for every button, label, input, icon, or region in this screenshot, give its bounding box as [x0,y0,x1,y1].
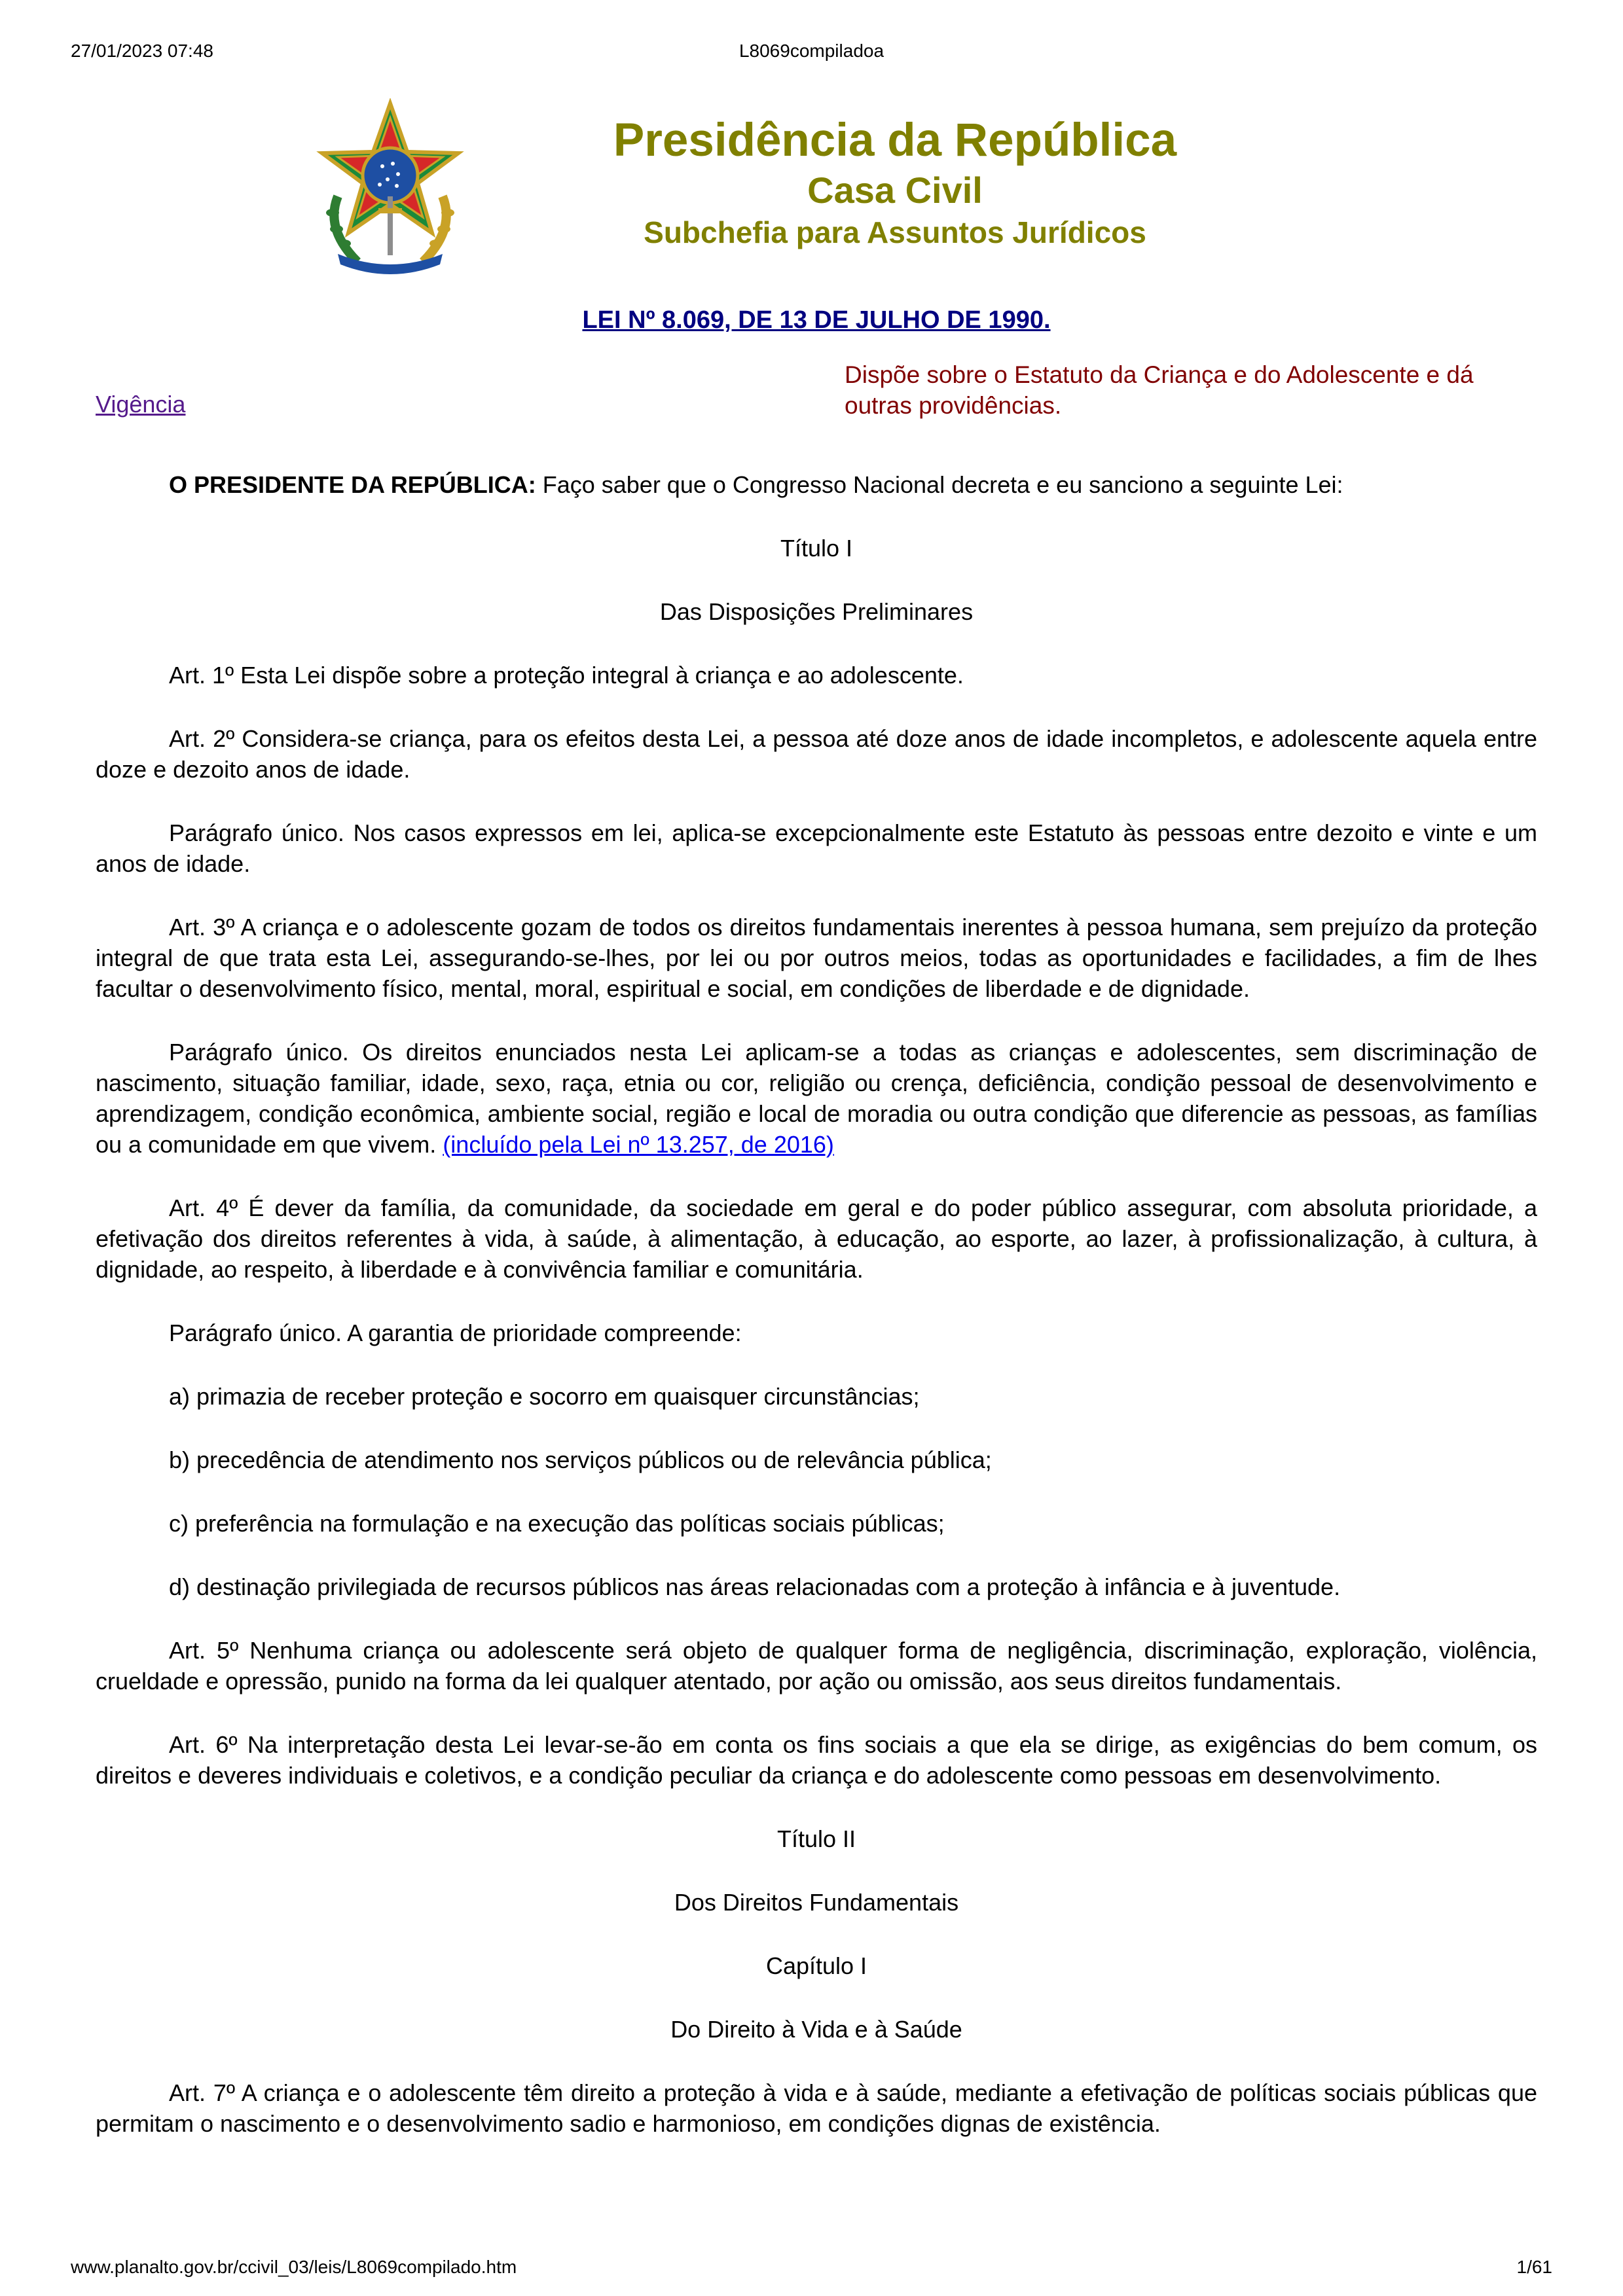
preamble [96,469,1537,500]
masthead-casa-civil: Casa Civil [807,170,983,211]
masthead-presidencia: Presidência da República [613,115,1177,166]
heading-capitulo-1-name: Do Direito à Vida e à Saúde [670,2016,962,2043]
masthead-subchefia: Subchefia para Assuntos Jurídicos [644,215,1146,249]
masthead [96,98,1537,295]
amendment-link[interactable]: (incluído pela Lei nº 13.257, de 2016) [443,1131,834,1158]
masthead-titles [96,113,1537,253]
law-ementa: Dispõe sobre o Estatuto da Criança e do Adolescente e dá outras providências. [845,361,1474,419]
heading-titulo-1: Título I [780,535,853,562]
print-url: www.planalto.gov.br/ccivil_03/leis/L8069compilado.htm [71,2257,517,2277]
print-doc-title: L8069compiladoa [739,41,884,61]
article-7: Art. 7º A criança e o adolescente têm direito a proteção à vida e à saúde, mediante a efetivação de políticas sociais públicas que permitam o nascimento e o desenvolvimento sadio e harmonioso, em condições dignas de existência. [96,2079,1537,2137]
article-2: Art. 2º Considera-se criança, para os efeitos desta Lei, a pessoa até doze anos de idade incompletos, e adolescente aquela entre doze e dezoito anos de idade. [96,725,1537,783]
article-3: Art. 3º A criança e o adolescente gozam de todos os direitos fundamentais inerentes à pessoa humana, sem prejuízo da proteção integral de que trata esta Lei, assegurando-se-lhes, por lei ou por outros meios, todas as oportunidades e facilidades, a fim de lhes facultar o desenvolvimento físico, mental, moral, espiritual e social, em condições de liberdade e de dignidade. [96,914,1537,1002]
print-page-number: 1/61 [1516,2257,1552,2277]
heading-titulo-2-name: Dos Direitos Fundamentais [674,1889,959,1916]
vigencia-link[interactable]: Vigência [96,391,186,418]
law-title-link[interactable]: LEI Nº 8.069, DE 13 DE JULHO DE 1990. [582,306,1051,334]
article-4-item-a: a) primazia de receber proteção e socorro em quaisquer circunstâncias; [169,1383,920,1410]
ementa-row [96,359,1537,443]
heading-titulo-2: Título II [776,1825,856,1852]
preamble-text: Faço saber que o Congresso Nacional decreta e eu sanciono a seguinte Lei: [536,471,1343,498]
preamble-bold: O PRESIDENTE DA REPÚBLICA: [169,471,536,498]
heading-titulo-1-name: Das Disposições Preliminares [659,598,974,625]
article-6: Art. 6º Na interpretação desta Lei levar-se-ão em conta os fins sociais a que ela se dirige, as exigências do bem comum, os direitos e deveres individuais e coletivos, e a condição peculiar da criança e do adolescente como pessoas em desenvolvimento. [96,1731,1537,1789]
article-2-paragraph: Parágrafo único. Nos casos expressos em lei, aplica-se excepcionalmente este Estatuto às pessoas entre dezoito e vinte e um anos de idade. [96,819,1537,877]
article-1: Art. 1º Esta Lei dispõe sobre a proteção integral à criança e ao adolescente. [169,662,964,689]
article-4-item-b: b) precedência de atendimento nos serviços públicos ou de relevância pública; [169,1446,992,1473]
print-datetime: 27/01/2023 07:48 [71,41,213,61]
article-4-paragraph: Parágrafo único. A garantia de prioridade compreende: [169,1319,742,1346]
law-title [96,306,1537,334]
article-4: Art. 4º É dever da família, da comunidade, da sociedade em geral e do poder público assegurar, com absoluta prioridade, a efetivação dos direitos referentes à vida, à saúde, à alimentação, à educação, ao esporte, ao lazer, à profissionalização, à cultura, à dignidade, ao respeito, à liberdade e à convivência familiar e comunitária. [96,1194,1537,1283]
heading-capitulo-1: Capítulo I [765,1952,867,1979]
article-4-item-d: d) destinação privilegiada de recursos públicos nas áreas relacionadas com a proteção à infância e à juventude. [169,1573,1341,1600]
article-3-paragraph [96,1037,1537,1160]
article-5: Art. 5º Nenhuma criança ou adolescente será objeto de qualquer forma de negligência, discriminação, exploração, violência, crueldade e opressão, punido na forma da lei qualquer atentado, por ação ou omissão, aos seus direitos fundamentais. [96,1637,1537,1695]
article-4-item-c: c) preferência na formulação e na execução das políticas sociais públicas; [169,1510,945,1537]
article-3-paragraph-text: Parágrafo único. Os direitos enunciados nesta Lei aplicam-se a todas as crianças e adolescentes, sem discriminação de nascimento, situação familiar, idade, sexo, raça, etnia ou cor, religião ou crença, deficiência, condição pessoal de desenvolvimento e aprendizagem, condição econômica, ambiente social, região e local de moradia ou outra condição que diferencie as pessoas, as famílias ou a comunidade em que vivem. [96,1039,1537,1158]
law-body [96,469,1537,2139]
document-page [96,98,1537,2139]
